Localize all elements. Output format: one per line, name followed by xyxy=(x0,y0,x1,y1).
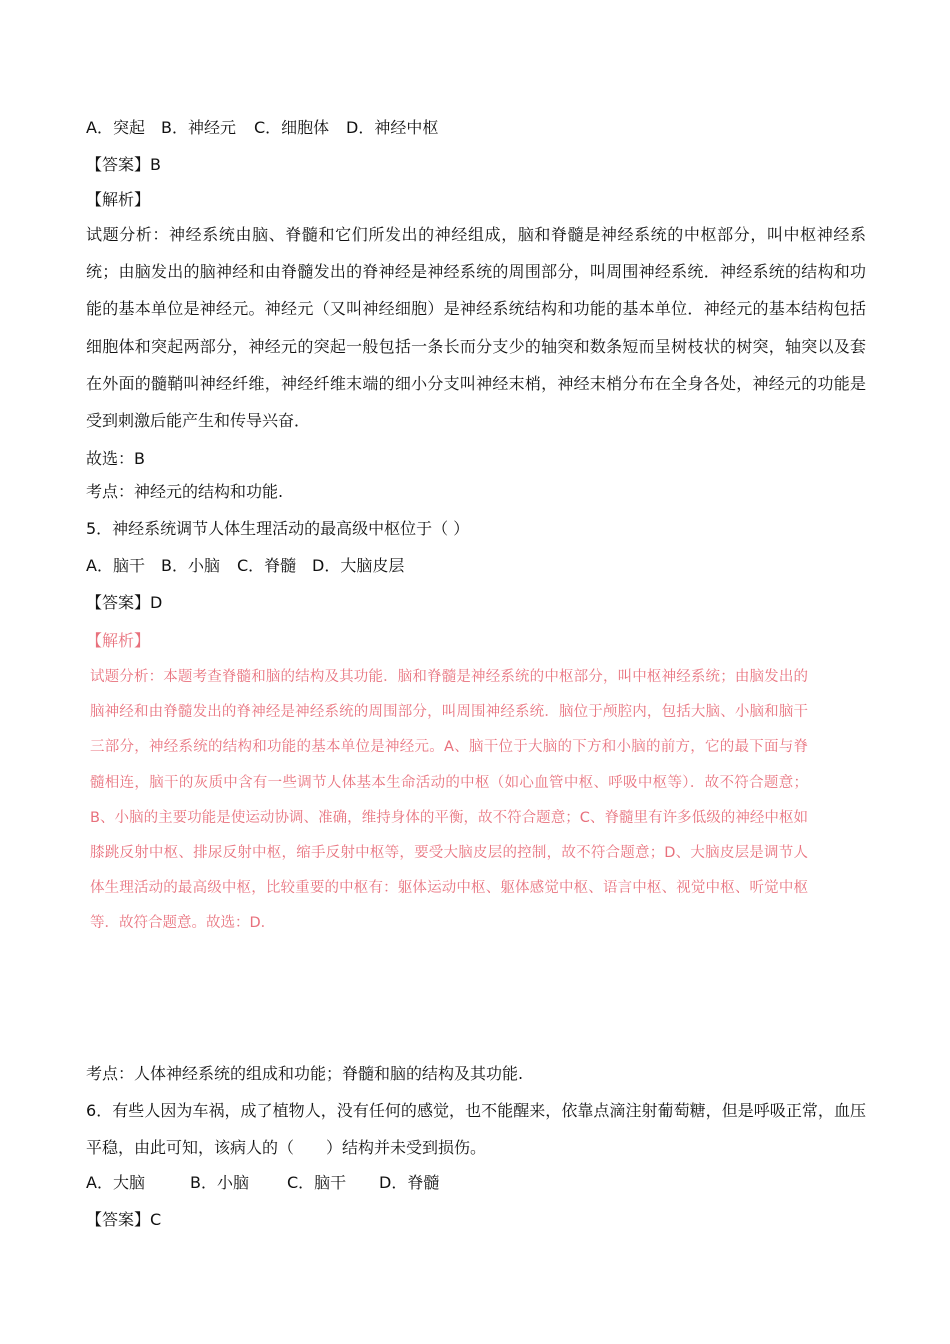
q6-option-b: B．小脑 xyxy=(190,1173,249,1192)
q5-stem: 5．神经系统调节人体生理活动的最高级中枢位于（ ） xyxy=(86,519,470,538)
q4-choice: 故选：B xyxy=(86,449,145,468)
q4-point: 考点：神经元的结构和功能. xyxy=(86,482,284,501)
q5-option-a: A．脑干 xyxy=(86,556,145,575)
q4-answer: 【答案】B xyxy=(86,155,161,174)
q6-stem: 6．有些人因为车祸，成了植物人，没有任何的感觉，也不能醒来，依靠点滴注射葡萄糖，但是呼吸正常，血压平稳，由此可知，该病人的（ ）结构并未受到损伤。 xyxy=(86,1101,866,1158)
q5-option-c: C．脊髓 xyxy=(237,556,297,575)
q5-analysis-text: 试题分析：本题考查脊髓和脑的结构及其功能．脑和脊髓是神经系统的中枢部分，叫中枢神经系统；由脑发出的脑神经和由脊髓发出的脊神经是神经系统的周围部分，叫周围神经系统．脑位于颅腔内，包括大脑、小脑和脑干三部分，神经系统的结构和功能的基本单位是神经元。A、脑干位于大脑的下方和小脑的前方，它的最下面与脊髓相连，脑干的灰质中含有一些调节人体基本生命活动的中枢（如心血管中枢、呼吸中枢等）．故不符合题意；B、小脑的主要功能是使运动协调、准确，维持身体的平衡，故不符合题意；C、脊髓里有许多低级的神经中枢如膝跳反射中枢、排尿反射中枢，缩手反射中枢等，要受大脑皮层的控制，故不符合题意；D、大脑皮层是调节人体生理活动的最高级中枢，比较重要的中枢有：躯体运动中枢、躯体感觉中枢、语言中枢、视觉中枢、听觉中枢等．故符合题意。故选：D． xyxy=(90,669,808,932)
q5-point: 考点：人体神经系统的组成和功能；脊髓和脑的结构及其功能. xyxy=(86,1064,524,1083)
q6-option-c: C．脑干 xyxy=(287,1173,347,1192)
q6-answer: 【答案】C xyxy=(86,1210,162,1229)
q4-option-b: B．神经元 xyxy=(161,118,236,137)
q4-options xyxy=(86,117,876,139)
q5-answer: 【答案】D xyxy=(86,593,163,612)
q5-options xyxy=(86,555,876,577)
q5-option-d: D．大脑皮层 xyxy=(312,556,405,575)
q6-option-a: A．大脑 xyxy=(86,1173,145,1192)
q5-option-b: B．小脑 xyxy=(161,556,220,575)
q6-options xyxy=(86,1172,876,1194)
q4-option-a: A．突起 xyxy=(86,118,145,137)
q4-analysis-heading: 【解析】 xyxy=(86,190,151,209)
q4-option-d: D．神经中枢 xyxy=(346,118,439,137)
q6-option-d: D．脊髓 xyxy=(379,1173,440,1192)
q5-analysis-heading: 【解析】 xyxy=(86,631,151,650)
q4-option-c: C．细胞体 xyxy=(254,118,330,137)
q4-analysis-text: 试题分析：神经系统由脑、脊髓和它们所发出的神经组成，脑和脊髓是神经系统的中枢部分，叫中枢神经系统；由脑发出的脑神经和由脊髓发出的脊神经是神经系统的周围部分，叫周围神经系统．神经系统的结构和功能的基本单位是神经元。神经元（又叫神经细胞）是神经系统结构和功能的基本单位．神经元的基本结构包括细胞体和突起两部分，神经元的突起一般包括一条长而分支少的轴突和数条短而呈树枝状的树突，轴突以及套在外面的髓鞘叫神经纤维，神经纤维末端的细小分支叫神经末梢，神经末梢分布在全身各处，神经元的功能是受到刺激后能产生和传导兴奋． xyxy=(86,225,866,431)
